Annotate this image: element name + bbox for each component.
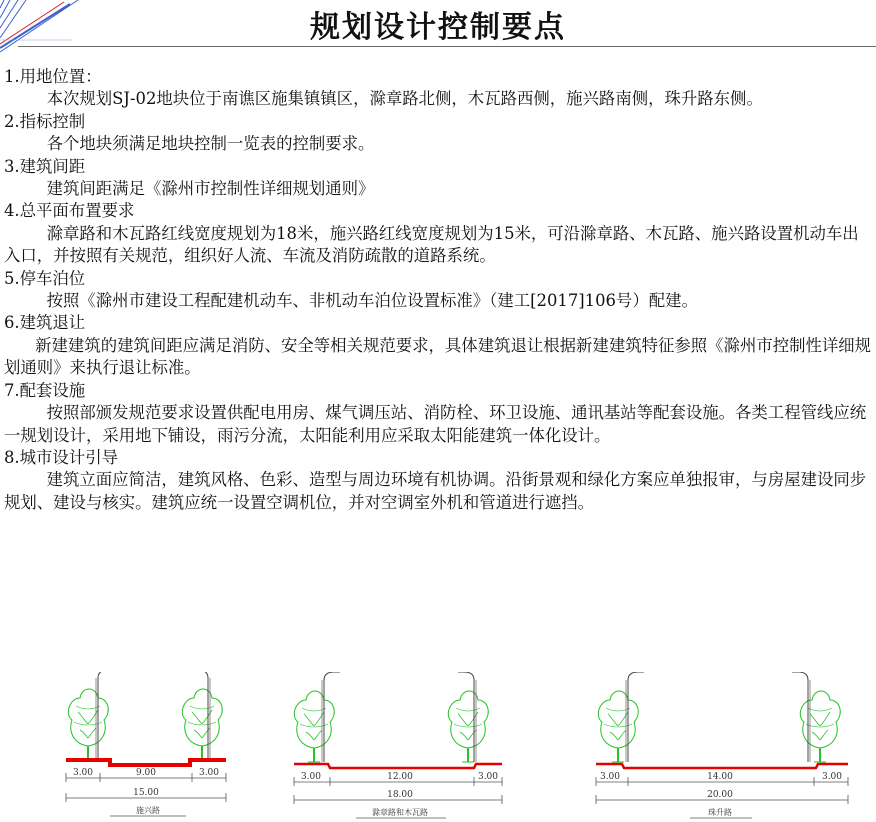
section-heading: 5.停车泊位 <box>4 268 86 288</box>
road-name: 珠升路 <box>708 808 732 817</box>
road-name: 施兴路 <box>136 806 160 815</box>
section-body: 新建建筑的建筑间距应满足消防、安全等相关规范要求，具体建筑退让根据新建建筑特征参照《滁州市控制性详细规划通则》来执行退让标准。 <box>4 335 872 378</box>
section-body: 滁章路和木瓦路红线宽度规划为18米，施兴路红线宽度规划为15米，可沿滁章路、木瓦路、施兴路设置机动车出入口，并按照有关规范，组织好人流、车流及消防疏散的道路系统。 <box>4 223 859 266</box>
road-section-1 <box>66 672 226 816</box>
section-body: 本次规划SJ-02地块位于南谯区施集镇镇区，滁章路北侧，木瓦路西侧，施兴路南侧，珠升路东侧。 <box>46 89 763 109</box>
section-body: 各个地块须满足地块控制一览表的控制要求。 <box>46 134 375 154</box>
dimension-total: 18.00 <box>387 790 413 800</box>
section-body: 按照《滁州市建设工程配建机动车、非机动车泊位设置标准》（建工[2017]106号）配建。 <box>46 291 698 311</box>
dimension-label: 12.00 <box>387 772 413 782</box>
control-points-text <box>4 66 872 514</box>
dimension-label: 3.00 <box>72 768 94 778</box>
section-body: 建筑间距满足《滁州市控制性详细规划通则》 <box>46 179 375 199</box>
dimension-label: 3.00 <box>599 772 621 782</box>
dimension-label: 3.00 <box>198 768 220 778</box>
road-section-2 <box>294 672 502 818</box>
section-heading: 4.总平面布置要求 <box>4 201 135 221</box>
dimension-label: 9.00 <box>135 768 157 778</box>
road-cross-sections <box>0 672 876 822</box>
section-heading: 7.配套设施 <box>4 380 86 400</box>
title-divider <box>18 46 876 47</box>
dimension-total: 20.00 <box>707 790 733 800</box>
section-heading: 1.用地位置： <box>4 67 102 86</box>
page-title: 规划设计控制要点 <box>310 10 566 45</box>
section-heading: 8.城市设计引导 <box>4 447 118 467</box>
dimension-label: 3.00 <box>821 772 843 782</box>
dimension-label: 3.00 <box>300 772 322 782</box>
section-heading: 3.建筑间距 <box>4 156 86 176</box>
section-body: 按照部颁发规范要求设置供配电用房、煤气调压站、消防栓、环卫设施、通讯基站等配套设施。各类工程管线应统一规划设计，采用地下铺设，雨污分流，太阳能利用应采取太阳能建筑一体化设计。 <box>4 403 867 445</box>
dimension-total: 15.00 <box>133 788 159 798</box>
dimension-label: 3.00 <box>477 772 499 782</box>
section-heading: 6.建筑退让 <box>4 313 86 333</box>
road-name: 滁章路和木瓦路 <box>372 808 428 817</box>
road-section-3 <box>596 672 848 818</box>
section-heading: 2.指标控制 <box>4 111 86 131</box>
dimension-label: 14.00 <box>707 772 733 782</box>
section-body: 建筑立面应简洁，建筑风格、色彩、造型与周边环境有机协调。沿街景观和绿化方案应单独报审，与房屋建设同步规划、建设与核实。建筑应统一设置空调机位，并对空调室外机和管道进行遮挡。 <box>4 470 867 512</box>
